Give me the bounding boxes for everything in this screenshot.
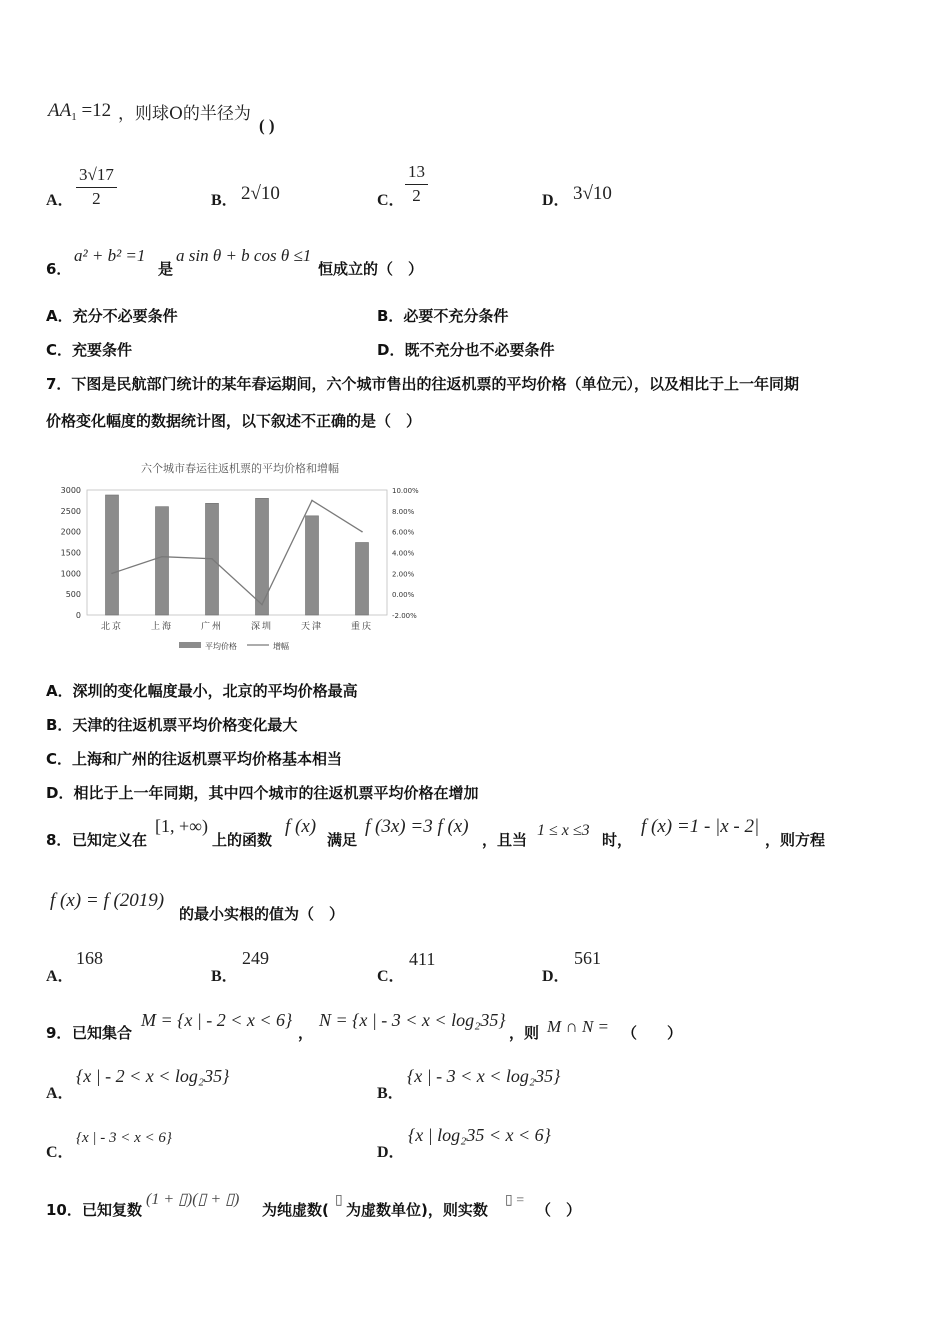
q5-option-d-label: D． — [542, 192, 570, 209]
q6-mid: 是 — [158, 260, 174, 278]
q10-imaginary-unit: ▯ — [335, 1193, 343, 1208]
right-tick-label: 6.00% — [392, 528, 415, 537]
q10-number: 10． — [46, 1201, 82, 1219]
q8-text-4: ，且当 — [482, 831, 528, 849]
legend-bar-label: 平均价格 — [205, 642, 237, 651]
chart-grid — [87, 490, 387, 615]
legend-line-label: 增幅 — [273, 642, 289, 651]
q9-option-b-value: {x | - 3 < x < log₂35} — [407, 1066, 561, 1086]
q6-number: 6． — [46, 260, 72, 278]
q8-option-c-value: 411 — [409, 949, 436, 969]
q10-text-1: 已知复数 — [82, 1201, 143, 1219]
growth-line — [112, 500, 362, 604]
bar-上海 — [156, 507, 169, 615]
q7-option-b: B．天津的往返机票平均价格变化最大 — [46, 716, 298, 734]
plot-area — [87, 490, 387, 615]
q6-option-c: C．充要条件 — [46, 341, 133, 359]
q7-option-a: A．深圳的变化幅度最小，北京的平均价格最高 — [46, 682, 358, 700]
q6-option-a: A．充分不必要条件 — [46, 307, 178, 325]
q5-option-a-label: A． — [46, 192, 74, 209]
q8-definition: f (x) =1 - |x - 2| — [641, 816, 760, 837]
q9-option-c-value: {x | - 3 < x < 6} — [76, 1130, 172, 1146]
q8-domain: [1, +∞) — [155, 816, 208, 836]
growth-point-广州 — [211, 558, 213, 560]
q5-paren: ( ) — [259, 116, 275, 135]
q8-text-6: ，则方程 — [765, 831, 826, 849]
q9-option-d-value: {x | log₂35 < x < 6} — [408, 1125, 551, 1145]
q8-function: f (x) — [285, 816, 317, 837]
q8-option-d-label: D． — [542, 968, 570, 985]
q8-text-7: 的最小实根的值为（ ） — [179, 905, 345, 923]
q5-stem-math: $AA_1 =12$ — [48, 100, 112, 123]
bar-北京 — [106, 495, 119, 615]
q9-option-c-label: C． — [46, 1144, 74, 1161]
chart-bars — [106, 495, 369, 615]
q6-condition-1: a² + b² =1 — [74, 246, 146, 265]
q7-stem-line-1: 7．下图是民航部门统计的某年春运期间，六个城市售出的往返机票的平均价格（单位元），以及相比于上一年同期 — [46, 375, 799, 393]
q9-option-b-label: B． — [377, 1085, 404, 1102]
price-chart — [44, 455, 434, 660]
growth-point-北京 — [111, 573, 113, 575]
chart-left-axis — [61, 486, 81, 620]
q9-number: 9． — [46, 1024, 72, 1042]
q8-text-2: 上的函数 — [212, 831, 273, 849]
q5-option-c-label: C． — [377, 192, 405, 209]
left-tick-label: 1000 — [60, 569, 81, 579]
chart-title: 六个城市春运往返机票的平均价格和增幅 — [141, 462, 339, 475]
left-tick-label: 500 — [65, 590, 81, 600]
q9-set-n: N = {x | - 3 < x < log₂35} — [319, 1010, 506, 1030]
q9-paren: （ ） — [622, 1024, 683, 1042]
q9-option-d-label: D． — [377, 1144, 405, 1161]
category-label: 天津 — [300, 622, 324, 632]
left-tick-label: 1500 — [60, 548, 81, 558]
q8-option-a-value: 168 — [76, 948, 103, 968]
right-tick-label: -2.00% — [392, 612, 417, 620]
category-label: 上海 — [150, 622, 174, 632]
q10-text-4: （ ） — [536, 1201, 582, 1219]
q8-text-3: 满足 — [327, 831, 358, 849]
chart-line — [111, 500, 363, 606]
left-tick-label: 2500 — [60, 506, 81, 516]
q5-option-d-value: 3√10 — [573, 183, 612, 204]
q5-option-b-label: B． — [211, 192, 238, 209]
q8-number: 8． — [46, 831, 72, 849]
q8-option-a-label: A． — [46, 968, 74, 985]
right-tick-label: 0.00% — [392, 591, 415, 600]
growth-point-上海 — [161, 556, 163, 558]
growth-point-重庆 — [361, 531, 363, 533]
legend-bar-swatch — [179, 642, 201, 648]
q6-option-b: B．必要不充分条件 — [377, 307, 509, 325]
left-tick-label: 2000 — [60, 527, 81, 537]
bar-重庆 — [356, 543, 369, 616]
q10-text-3: 为虚数单位)，则实数 — [346, 1201, 488, 1219]
q10-complex-expression: (1 + ▯)(▯ + ▯) — [146, 1191, 240, 1208]
right-tick-label: 10.00% — [392, 487, 419, 495]
q10-text-2: 为纯虚数( — [262, 1201, 329, 1219]
bar-天津 — [306, 516, 319, 615]
left-tick-label: 3000 — [60, 486, 81, 495]
q5-option-a-value: $\frac{3√17}{2}$ — [76, 163, 117, 210]
q6-option-d: D．既不充分也不必要条件 — [377, 341, 555, 359]
q9-set-m: M = {x | - 2 < x < 6} — [141, 1010, 293, 1030]
q8-option-d-value: 561 — [574, 948, 601, 968]
q10-variable: ▯ = — [505, 1193, 525, 1208]
q5-option-b-value: 2√10 — [241, 183, 280, 204]
left-tick-label: 0 — [75, 611, 81, 620]
q8-interval: 1 ≤ x ≤3 — [537, 822, 590, 839]
q9-option-a-value: {x | - 2 < x < log₂35} — [76, 1066, 230, 1086]
q8-option-b-label: B． — [211, 968, 238, 985]
q8-text-1: 已知定义在 — [72, 831, 148, 849]
right-tick-label: 2.00% — [392, 570, 415, 579]
q8-option-c-label: C． — [377, 968, 405, 985]
chart-right-axis — [392, 487, 419, 620]
q7-option-c: C．上海和广州的往返机票平均价格基本相当 — [46, 750, 343, 768]
q7-stem-line-2: 价格变化幅度的数据统计图，以下叙述不正确的是（ ） — [46, 412, 422, 430]
q5-option-c-value: $\frac{13}{2}$ — [405, 160, 428, 207]
q6-tail: 恒成立的（ ） — [318, 260, 424, 278]
q8-equation: f (x) = f (2019) — [50, 890, 165, 911]
q9-intersection: M ∩ N = — [547, 1017, 609, 1036]
bar-深圳 — [256, 498, 269, 615]
chart-x-axis — [101, 620, 373, 632]
q6-condition-2: a sin θ + b cos θ ≤1 — [176, 246, 312, 265]
q8-text-5: 时， — [602, 831, 633, 849]
right-tick-label: 8.00% — [392, 507, 415, 516]
q9-option-a-label: A． — [46, 1085, 74, 1102]
growth-point-深圳 — [261, 604, 263, 606]
q8-option-b-value: 249 — [242, 948, 269, 968]
q9-text-2: ，则 — [509, 1024, 540, 1042]
q5-stem-text: ，则球O的半径为 — [118, 104, 251, 124]
right-tick-label: 4.00% — [392, 549, 415, 558]
q9-text-1: 已知集合 — [72, 1024, 133, 1042]
category-label: 广州 — [200, 622, 224, 632]
q8-relation: f (3x) =3 f (x) — [365, 816, 469, 837]
growth-point-天津 — [311, 500, 313, 502]
q7-option-d: D．相比于上一年同期，其中四个城市的往返机票平均价格在增加 — [46, 784, 479, 802]
category-label: 深圳 — [250, 622, 274, 632]
q9-comma: ， — [298, 1024, 314, 1042]
category-label: 北京 — [100, 622, 124, 632]
category-label: 重庆 — [350, 622, 374, 632]
